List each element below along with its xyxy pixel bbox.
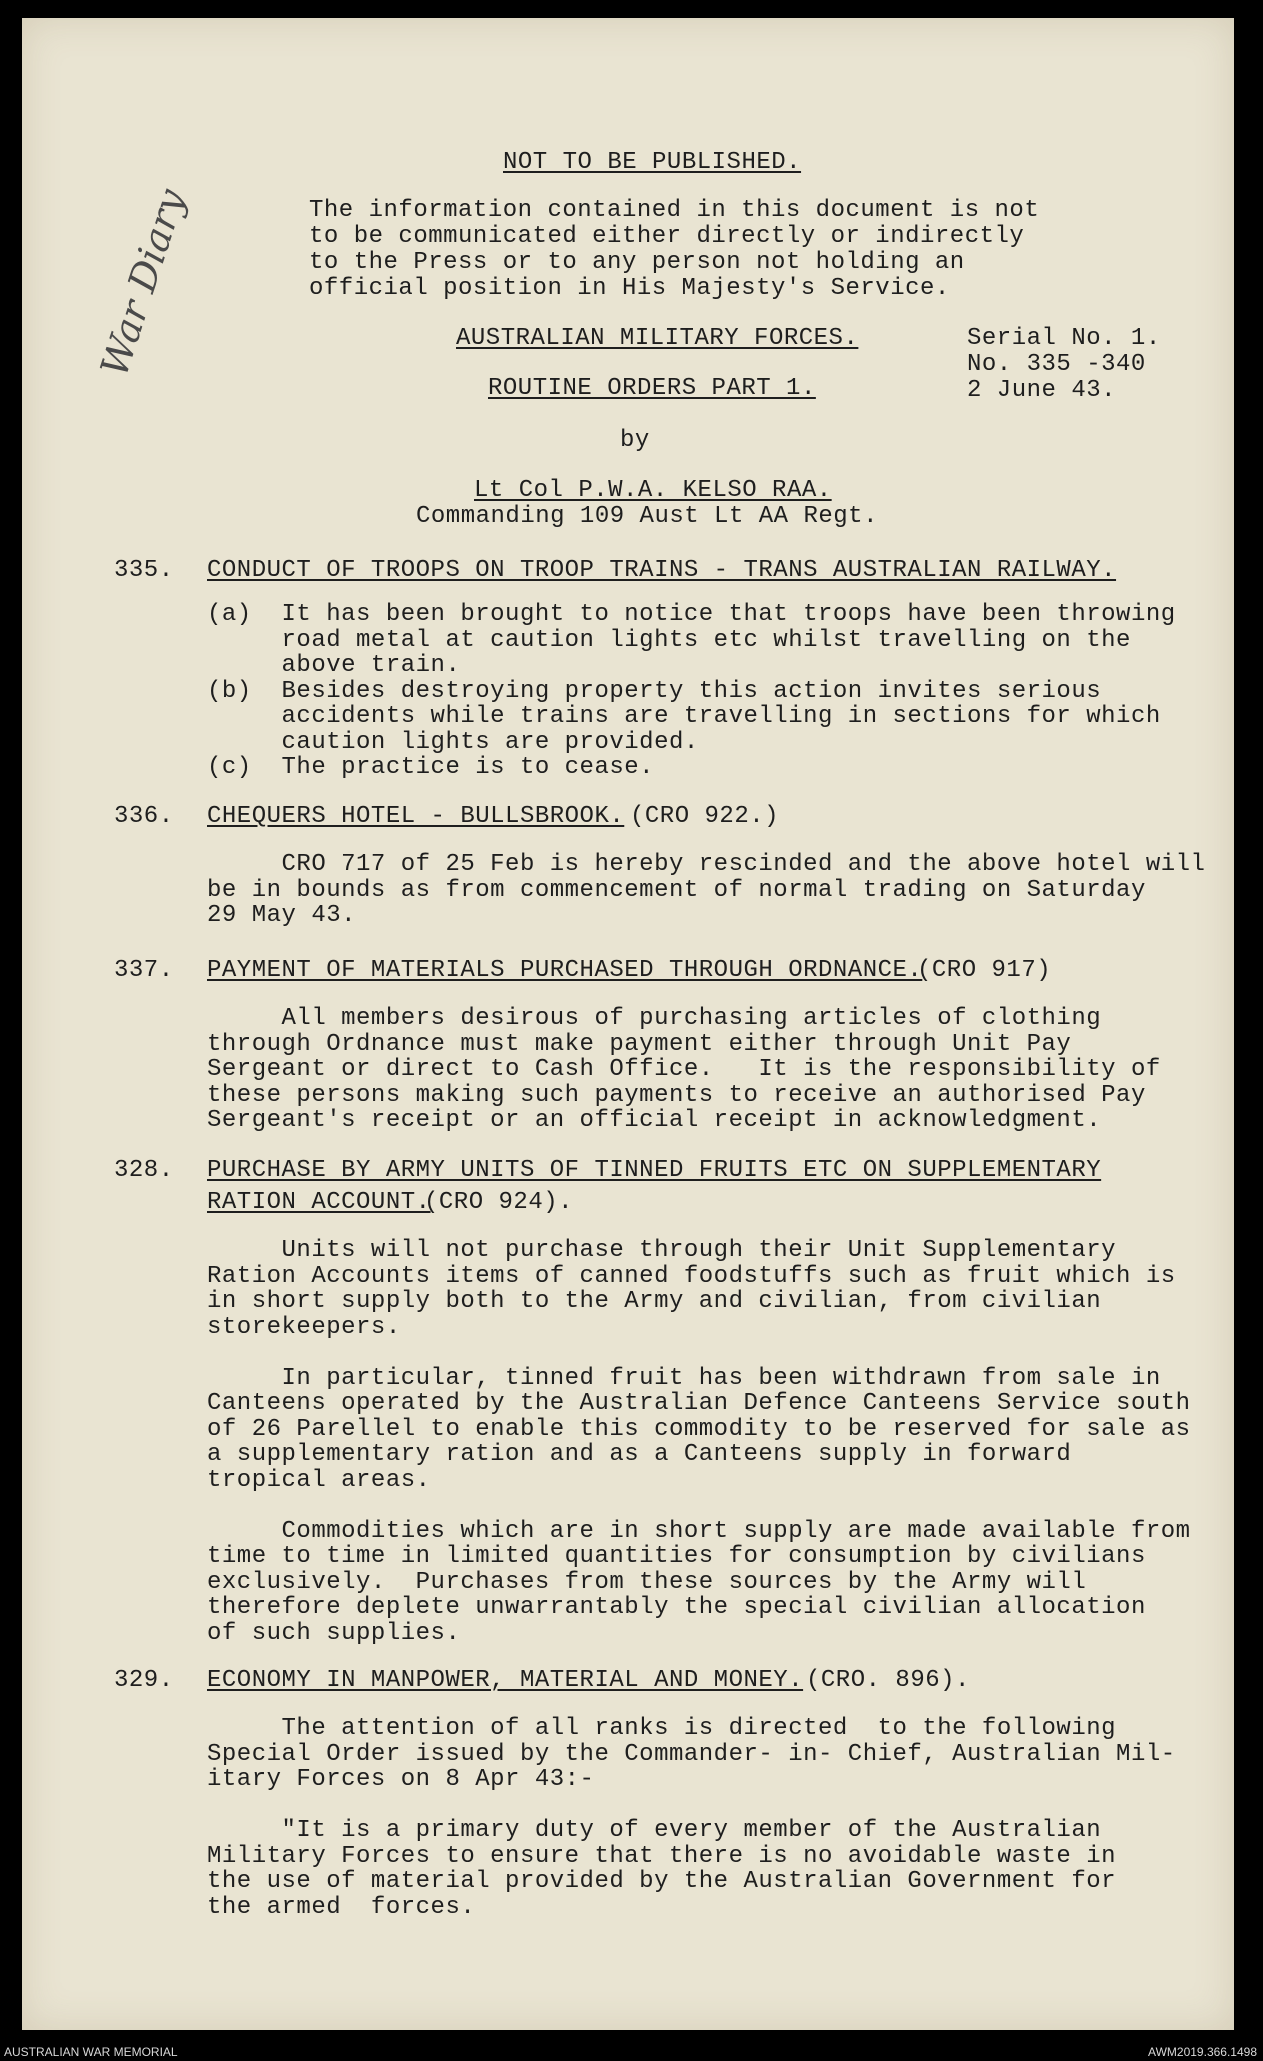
item-body: The attention of all ranks is directed to the following Special Order issued by the Commander- in- Chief, Australian Mil- itary Forces on 8 Apr 43:- "It is a primary duty of every member of the Australian Military Forces to ensure that there is no avoidable waste in the use of material provided by the Australian Government for the armed forces. bbox=[207, 1715, 1176, 1921]
item-reference: (CRO 917) bbox=[917, 957, 1052, 984]
item-title: CHEQUERS HOTEL - BULLSBROOK. bbox=[207, 803, 625, 830]
notice-title: NOT TO BE PUBLISHED. bbox=[503, 149, 802, 176]
notice-line: official position in His Majesty's Service. bbox=[309, 275, 950, 302]
item-title: PURCHASE BY ARMY UNITS OF TINNED FRUITS ETC ON SUPPLEMENTARY bbox=[207, 1157, 1102, 1184]
item-reference: (CRO 924). bbox=[424, 1189, 574, 1216]
item-body: CRO 717 of 25 Feb is hereby rescinded and the above hotel will be in bounds as from commencement of normal trading on Saturday 29 May 43. bbox=[207, 851, 1206, 929]
item-title: ECONOMY IN MANPOWER, MATERIAL AND MONEY. bbox=[207, 1667, 804, 1694]
commanding-unit: Commanding 109 Aust Lt AA Regt. bbox=[416, 503, 878, 530]
handwritten-annotation: War Diary bbox=[92, 183, 194, 382]
document-page bbox=[22, 18, 1234, 2030]
item-body: (a) It has been brought to notice that troops have been throwing road metal at caution lights etc whilst travelling on the above train. (b) Besides destroying property this action invites serious accidents while trains are travelling in sections for which caution lights are provided. (c) The practice is to cease. bbox=[207, 601, 1176, 781]
notice-line: to be communicated either directly or indirectly bbox=[309, 223, 1025, 250]
item-title-continued: RATION ACCOUNT. bbox=[207, 1189, 431, 1216]
serial-number: Serial No. 1. bbox=[967, 325, 1161, 352]
item-number: 335. bbox=[114, 557, 174, 584]
footer-institution: AUSTRALIAN WAR MEMORIAL bbox=[4, 2045, 178, 2059]
item-title: CONDUCT OF TROOPS ON TROOP TRAINS - TRANS AUSTRALIAN RAILWAY. bbox=[207, 557, 1117, 584]
item-number: 328. bbox=[114, 1157, 174, 1184]
item-reference: (CRO 922.) bbox=[630, 803, 780, 830]
notice-line: The information contained in this document is not bbox=[309, 197, 1040, 224]
item-number: 337. bbox=[114, 957, 174, 984]
item-number: 336. bbox=[114, 803, 174, 830]
commander-name: Lt Col P.W.A. KELSO RAA. bbox=[474, 477, 832, 504]
order-numbers: No. 335 -340 bbox=[967, 351, 1146, 378]
order-date: 2 June 43. bbox=[967, 377, 1117, 404]
item-title: PAYMENT OF MATERIALS PURCHASED THROUGH ORDNANCE. bbox=[207, 957, 923, 984]
force-heading: AUSTRALIAN MILITARY FORCES. bbox=[456, 325, 859, 352]
item-reference: (CRO. 896). bbox=[806, 1667, 970, 1694]
orders-heading: ROUTINE ORDERS PART 1. bbox=[488, 375, 816, 402]
item-number: 329. bbox=[114, 1667, 174, 1694]
footer-accession-number: AWM2019.366.1498 bbox=[1148, 2045, 1257, 2059]
notice-line: to the Press or to any person not holding an bbox=[309, 249, 965, 276]
item-body: All members desirous of purchasing articles of clothing through Ordnance must make payment either through Unit Pay Sergeant or direct to Cash Office. It is the responsibility of these persons making such payments to receive an authorised Pay Sergeant's receipt or an official receipt in acknowledgment. bbox=[207, 1005, 1161, 1134]
by-text: by bbox=[620, 427, 650, 454]
item-body: Units will not purchase through their Unit Supplementary Ration Accounts items of canned foodstuffs such as fruit which is in short supply both to the Army and civilian, from civilian storekeepers. In particular, tinned fruit has been withdrawn from sale in Canteens operated by the Australian Defence Canteens Service south of 26 Parellel to enable this commodity to be reserved for sale as a supplementary ration and as a Canteens supply in forward tropical areas. Commodities which are in short supply are made available from time to time in limited quantities for consumption by civilians exclusively. Purchases from these sources by the Army will therefore deplete unwarrantably the special civilian allocation of such supplies. bbox=[207, 1237, 1191, 1647]
